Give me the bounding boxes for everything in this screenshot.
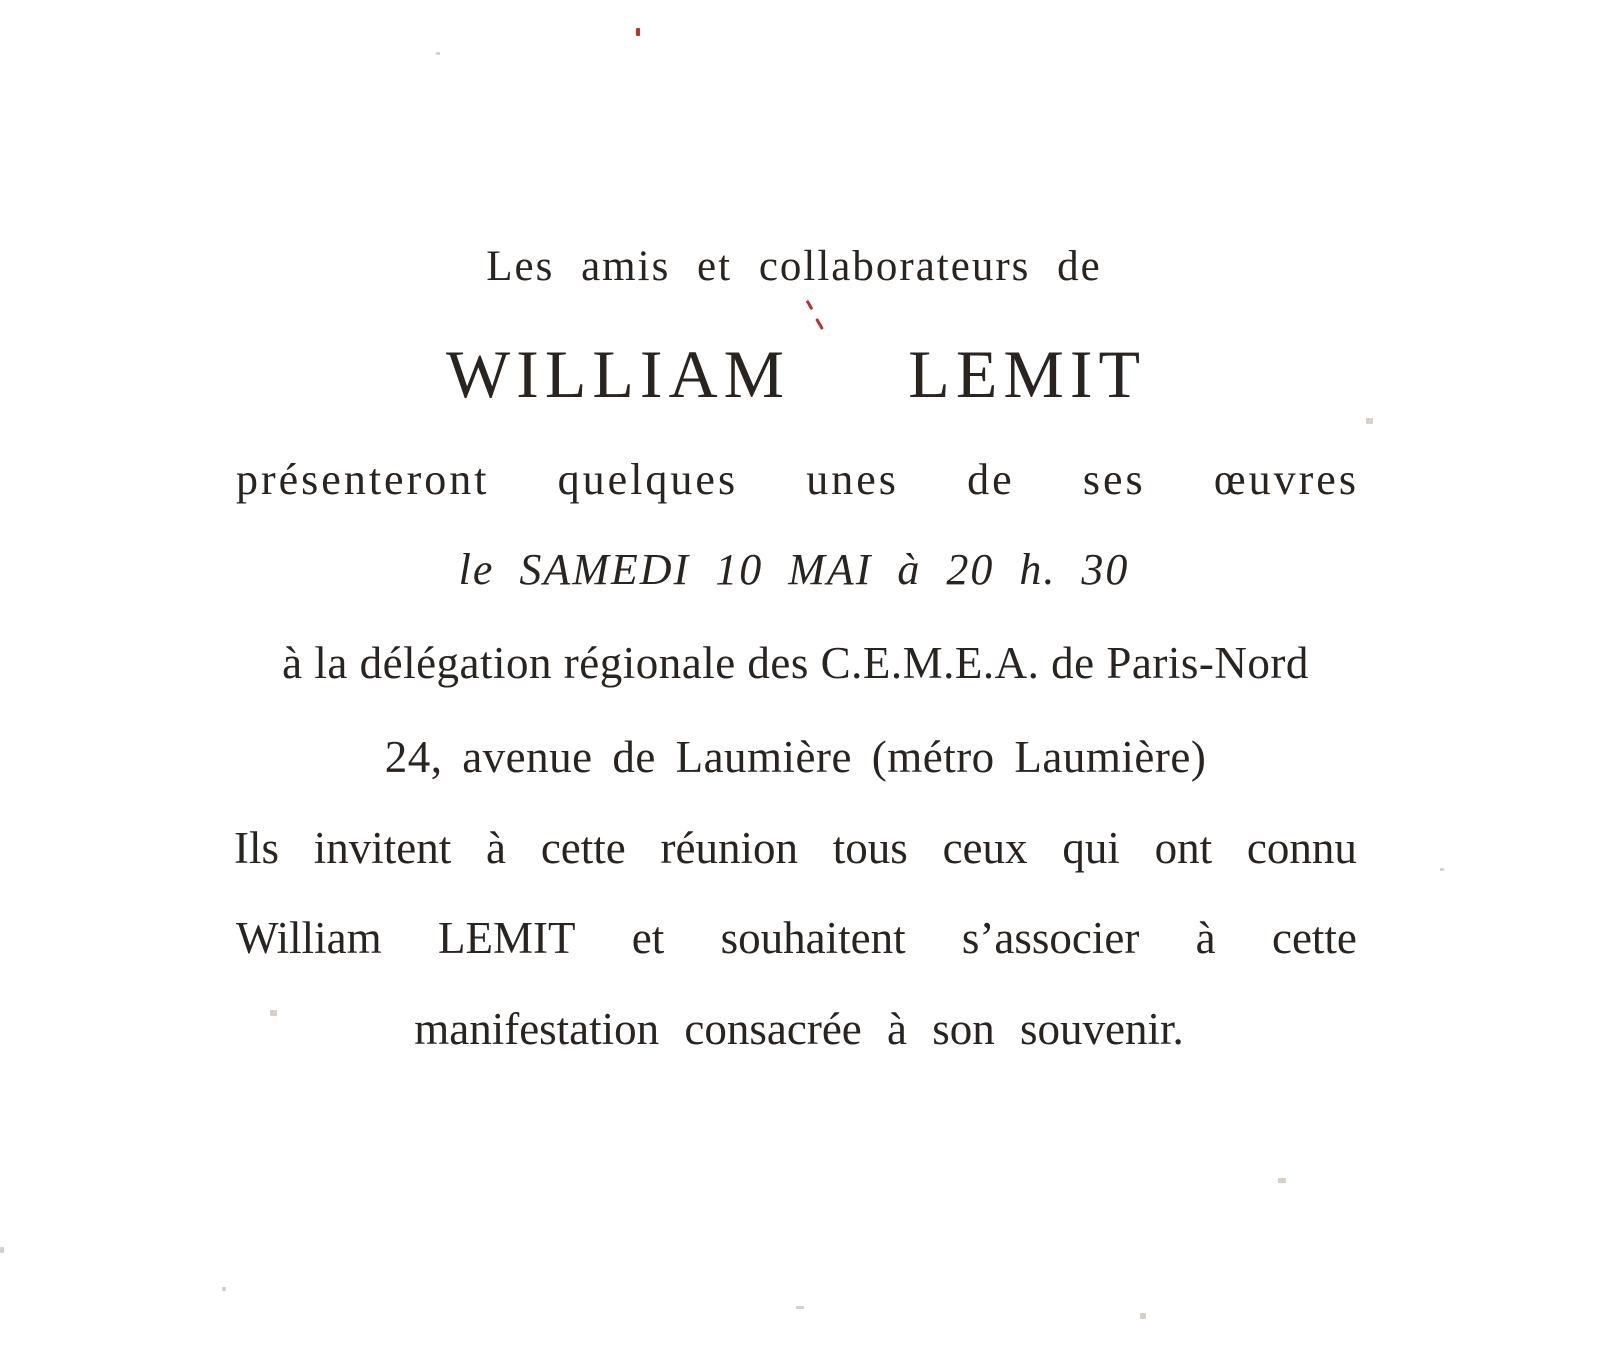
- honoree-name: [446, 336, 1146, 412]
- word: Ils: [234, 823, 279, 873]
- word: quelques: [557, 455, 739, 504]
- word: ses: [1082, 455, 1146, 504]
- word: à: [486, 823, 507, 873]
- invite-line-3: manifestation consacrée à son souvenir.: [414, 1004, 1184, 1054]
- word: et: [631, 913, 665, 963]
- word: présenteront: [236, 455, 490, 504]
- word: LEMIT: [438, 913, 576, 963]
- word: souhaitent: [720, 913, 906, 963]
- word: invitent: [313, 823, 452, 873]
- word: connu: [1246, 823, 1357, 873]
- paper-speck: [1366, 418, 1373, 424]
- word: ont: [1154, 823, 1213, 873]
- paper-speck: [796, 1306, 804, 1309]
- word: cette: [540, 823, 626, 873]
- word: s’associer: [961, 913, 1140, 963]
- word: cette: [1271, 913, 1357, 963]
- presentation-line: [236, 455, 1359, 504]
- word: tous: [832, 823, 908, 873]
- event-date: le SAMEDI 10 MAI à 20 h. 30: [458, 545, 1130, 594]
- word: à: [1195, 913, 1216, 963]
- word: ceux: [942, 823, 1028, 873]
- paper-speck: [436, 52, 440, 55]
- event-address: 24, avenue de Laumière (métro Laumière): [384, 732, 1207, 782]
- invite-line-1: [234, 823, 1357, 873]
- paper-speck: [0, 1247, 4, 1253]
- invite-line-2: [236, 913, 1357, 963]
- event-location: à la délégation régionale des C.E.M.E.A. de Paris-Nord: [282, 638, 1309, 688]
- word: William: [236, 913, 382, 963]
- honoree-last-name: LEMIT: [908, 336, 1146, 412]
- red-ink-mark: [636, 28, 640, 36]
- paper-speck: [1440, 868, 1444, 871]
- intro-line: Les amis et collaborateurs de: [486, 243, 1102, 290]
- word: unes: [806, 455, 899, 504]
- word: réunion: [660, 823, 798, 873]
- paper-speck: [1278, 1178, 1286, 1183]
- honoree-first-name: WILLIAM: [446, 336, 791, 412]
- paper-speck: [222, 1287, 226, 1291]
- red-ink-mark: [806, 300, 814, 310]
- word: de: [967, 455, 1015, 504]
- paper-speck: [270, 1010, 277, 1016]
- red-ink-mark: [815, 318, 824, 330]
- word: œuvres: [1213, 455, 1359, 504]
- word: qui: [1062, 823, 1120, 873]
- paper-speck: [1140, 1313, 1146, 1319]
